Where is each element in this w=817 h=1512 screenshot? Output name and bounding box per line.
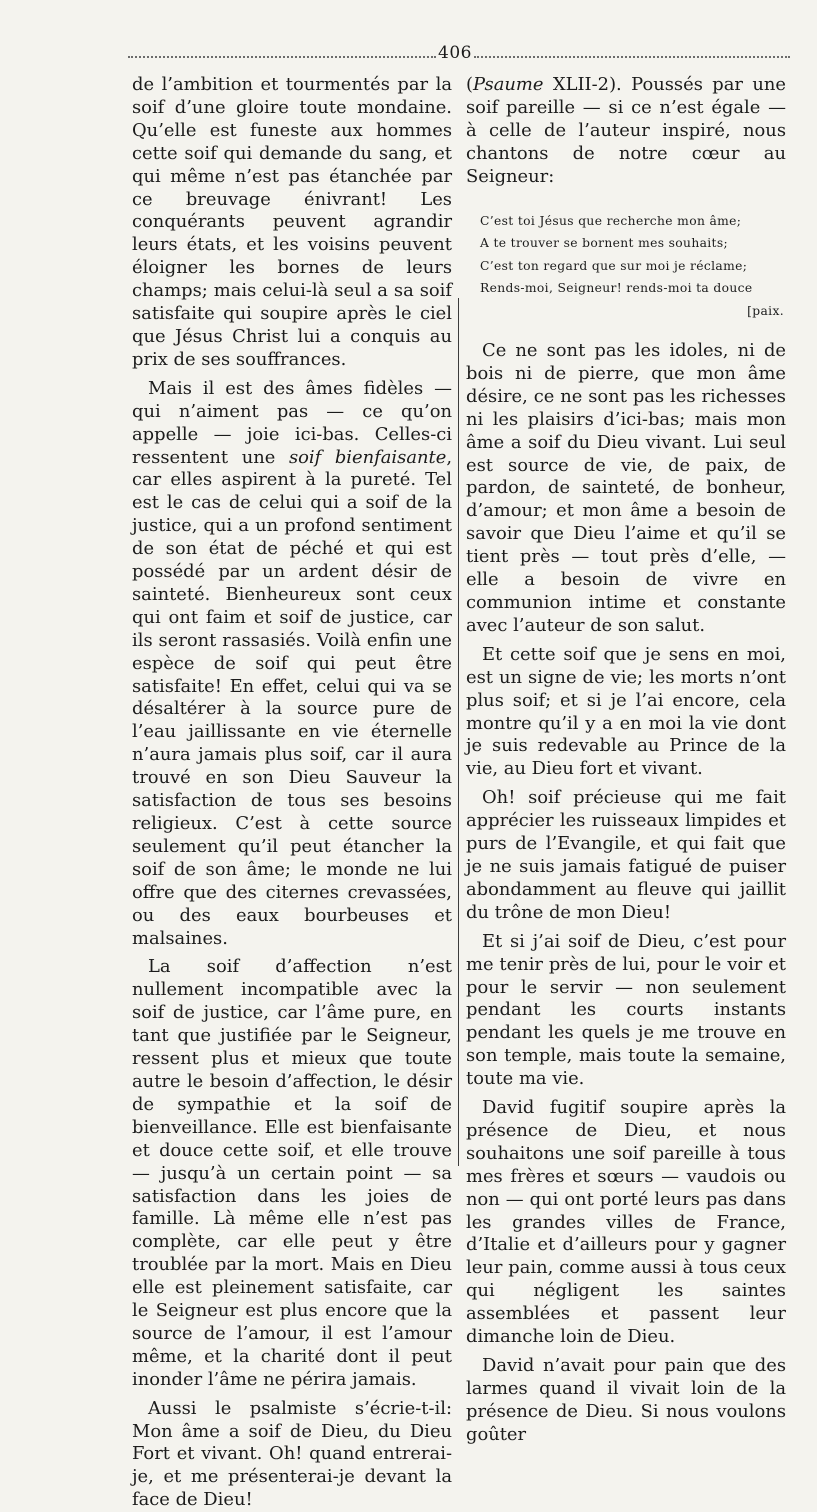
right-paragraph-6: David fugitif soupire après la présence de Dieu, et nous souhaitons une soif pareille à tous mes frères et sœurs — vaudois ou non — qui ont porté leurs pas dans les grandes villes de France, d’Italie et d’ailleurs pour y gagner leur pain, comme aussi à tous ceux qui négligent les saintes assemblées et passent leur dimanche loin de Dieu. xyxy=(466,1097,786,1348)
right-paragraph-1: (Psaume XLII-2). Poussés par une soif pareille — si ce n’est égale — à celle de l’auteur inspiré, nous chantons de notre cœur au Seigneur: xyxy=(466,74,786,187)
right-column xyxy=(466,74,786,1447)
right-paragraph-7: David n’avait pour pain que des larmes quand il vivait loin de la présence de Dieu. Si nous voulons goûter xyxy=(466,1355,786,1445)
hymn-line-2: A te trouver se bornent mes souhaits; xyxy=(480,236,729,251)
hymn-verse xyxy=(480,210,786,323)
right-paragraph-5: Et si j’ai soif de Dieu, c’est pour me tenir près de lui, pour le voir et pour le servir — non seulement pendant les courts instants pendant les quels je me trouve en son temple, mais toute la semaine, toute ma vie. xyxy=(466,930,786,1090)
left-paragraph-2-emphasis: soif bienfaisante xyxy=(288,446,447,468)
right-paragraph-3: Et cette soif que je sens en moi, est un signe de vie; les morts n’ont plus soif; et si je l’ai encore, cela montre qu’il y a en moi la vie dont je suis redevable au Prince de la vie, au Dieu fort et vivant. xyxy=(466,643,786,780)
left-paragraph-4: Aussi le psalmiste s’écrie-t-il: Mon âme a soif de Dieu, du Dieu Fort et vivant. Oh! quand entrerai-je, et me présenterai-je devant la face de Dieu! xyxy=(132,1397,452,1511)
hymn-line-3: C’est ton regard que sur moi je réclame; xyxy=(480,258,748,273)
hymn-line-4: Rends-moi, Seigneur! rends-moi ta douce xyxy=(480,281,753,296)
left-paragraph-2-end: , car elles aspirent à la pureté. Tel est le cas de celui qui a soif de la justice, qui a un profond sentiment de son état de péché et qui est possédé par un ardent désir de sainteté. Bienheureux sont ceux qui ont faim et soif de justice, car ils seront rassasiés. Voilà enfin une espèce de soif qui peut être satisfaite! En effet, celui qui va se désaltérer à la source pure de l’eau jaillissante en vie éternelle n’aura jamais plus soif, car il aura trouvé en son Dieu Sauveur la satisfaction de tous ses besoins religieux. C’est à cette source seulement qu’il peut étancher la soif de son âme; le monde ne lui offre que des citernes crevassées, ou des eaux bourbeuses et malsaines. xyxy=(132,446,452,949)
hymn-line-1: C’est toi Jésus que recherche mon âme; xyxy=(480,213,742,228)
column-divider xyxy=(458,298,459,1166)
left-paragraph-1: de l’ambition et tourmentés par la soif d’une gloire toute mondaine. Qu’elle est funeste aux hommes cette soif qui demande du sang, et qui même n’est pas étanchée par ce breuvage énivrant! Les conquérants peuvent agrandir leurs états, et les voisins peuvent éloigner les bornes de leurs champs; mais celui-là seul a sa soif satisfaite qui soupire après le ciel que Jésus Christ lui a conquis au prix de ses souffrances. xyxy=(132,74,452,370)
psalm-reference: Psaume xyxy=(472,74,544,95)
psalm-number: XLII-2 xyxy=(552,74,610,95)
right-paragraph-2: Ce ne sont pas les idoles, ni de bois ni de pierre, que mon âme désire, ce ne sont pas les richesses ni les plaisirs d’ici-bas; mais mon âme a soif du Dieu vivant. Lui seul est source de vie, de paix, de pardon, de sainteté, de bonheur, d’amour; et mon âme a besoin de savoir que Dieu l’aime et qu’il se tient près — tout près d’elle, — elle a besoin de vivre en communion intime et constante avec l’auteur de son salut. xyxy=(466,340,786,636)
left-paragraph-2 xyxy=(132,378,452,951)
left-paragraph-2-start: Mais il est des âmes fidèles — qui n’aiment pas — ce qu’on appelle — joie ici-bas. Celles-ci ressentent une xyxy=(132,377,452,468)
header-rule-right xyxy=(474,56,790,58)
page-number: 406 xyxy=(438,43,472,63)
left-column xyxy=(132,74,452,1512)
hymn-line-5: [paix. xyxy=(747,303,784,318)
header-rule-left xyxy=(128,56,436,58)
right-paragraph-1-text: ). Poussés par une soif pareille — si ce n’est égale — à celle de l’auteur inspiré, nous chantons de notre cœur au Seigneur: xyxy=(466,74,786,187)
left-paragraph-3: La soif d’affection n’est nullement incompatible avec la soif de justice, car l’âme pure, en tant que justifiée par le Seigneur, ressent plus et mieux que toute autre le besoin d’affection, le désir de sympathie et la soif de bienveillance. Elle est bienfaisante et douce cette soif, et elle trouve — jusqu’à un certain point — sa satisfaction dans les joies de famille. Là même elle n’est pas complète, car elle peut y être troublée par la mort. Mais en Dieu elle est pleinement satisfaite, car le Seigneur est plus encore que la source de l’amour, il est l’amour même, et la charité dont il peut inonder l’âme ne périra jamais. xyxy=(132,956,452,1390)
right-paragraph-4: Oh! soif précieuse qui me fait apprécier les ruisseaux limpides et purs de l’Evangile, et qui fait que je ne suis jamais fatigué de puiser abondamment au fleuve qui jaillit du trône de mon Dieu! xyxy=(466,787,786,923)
